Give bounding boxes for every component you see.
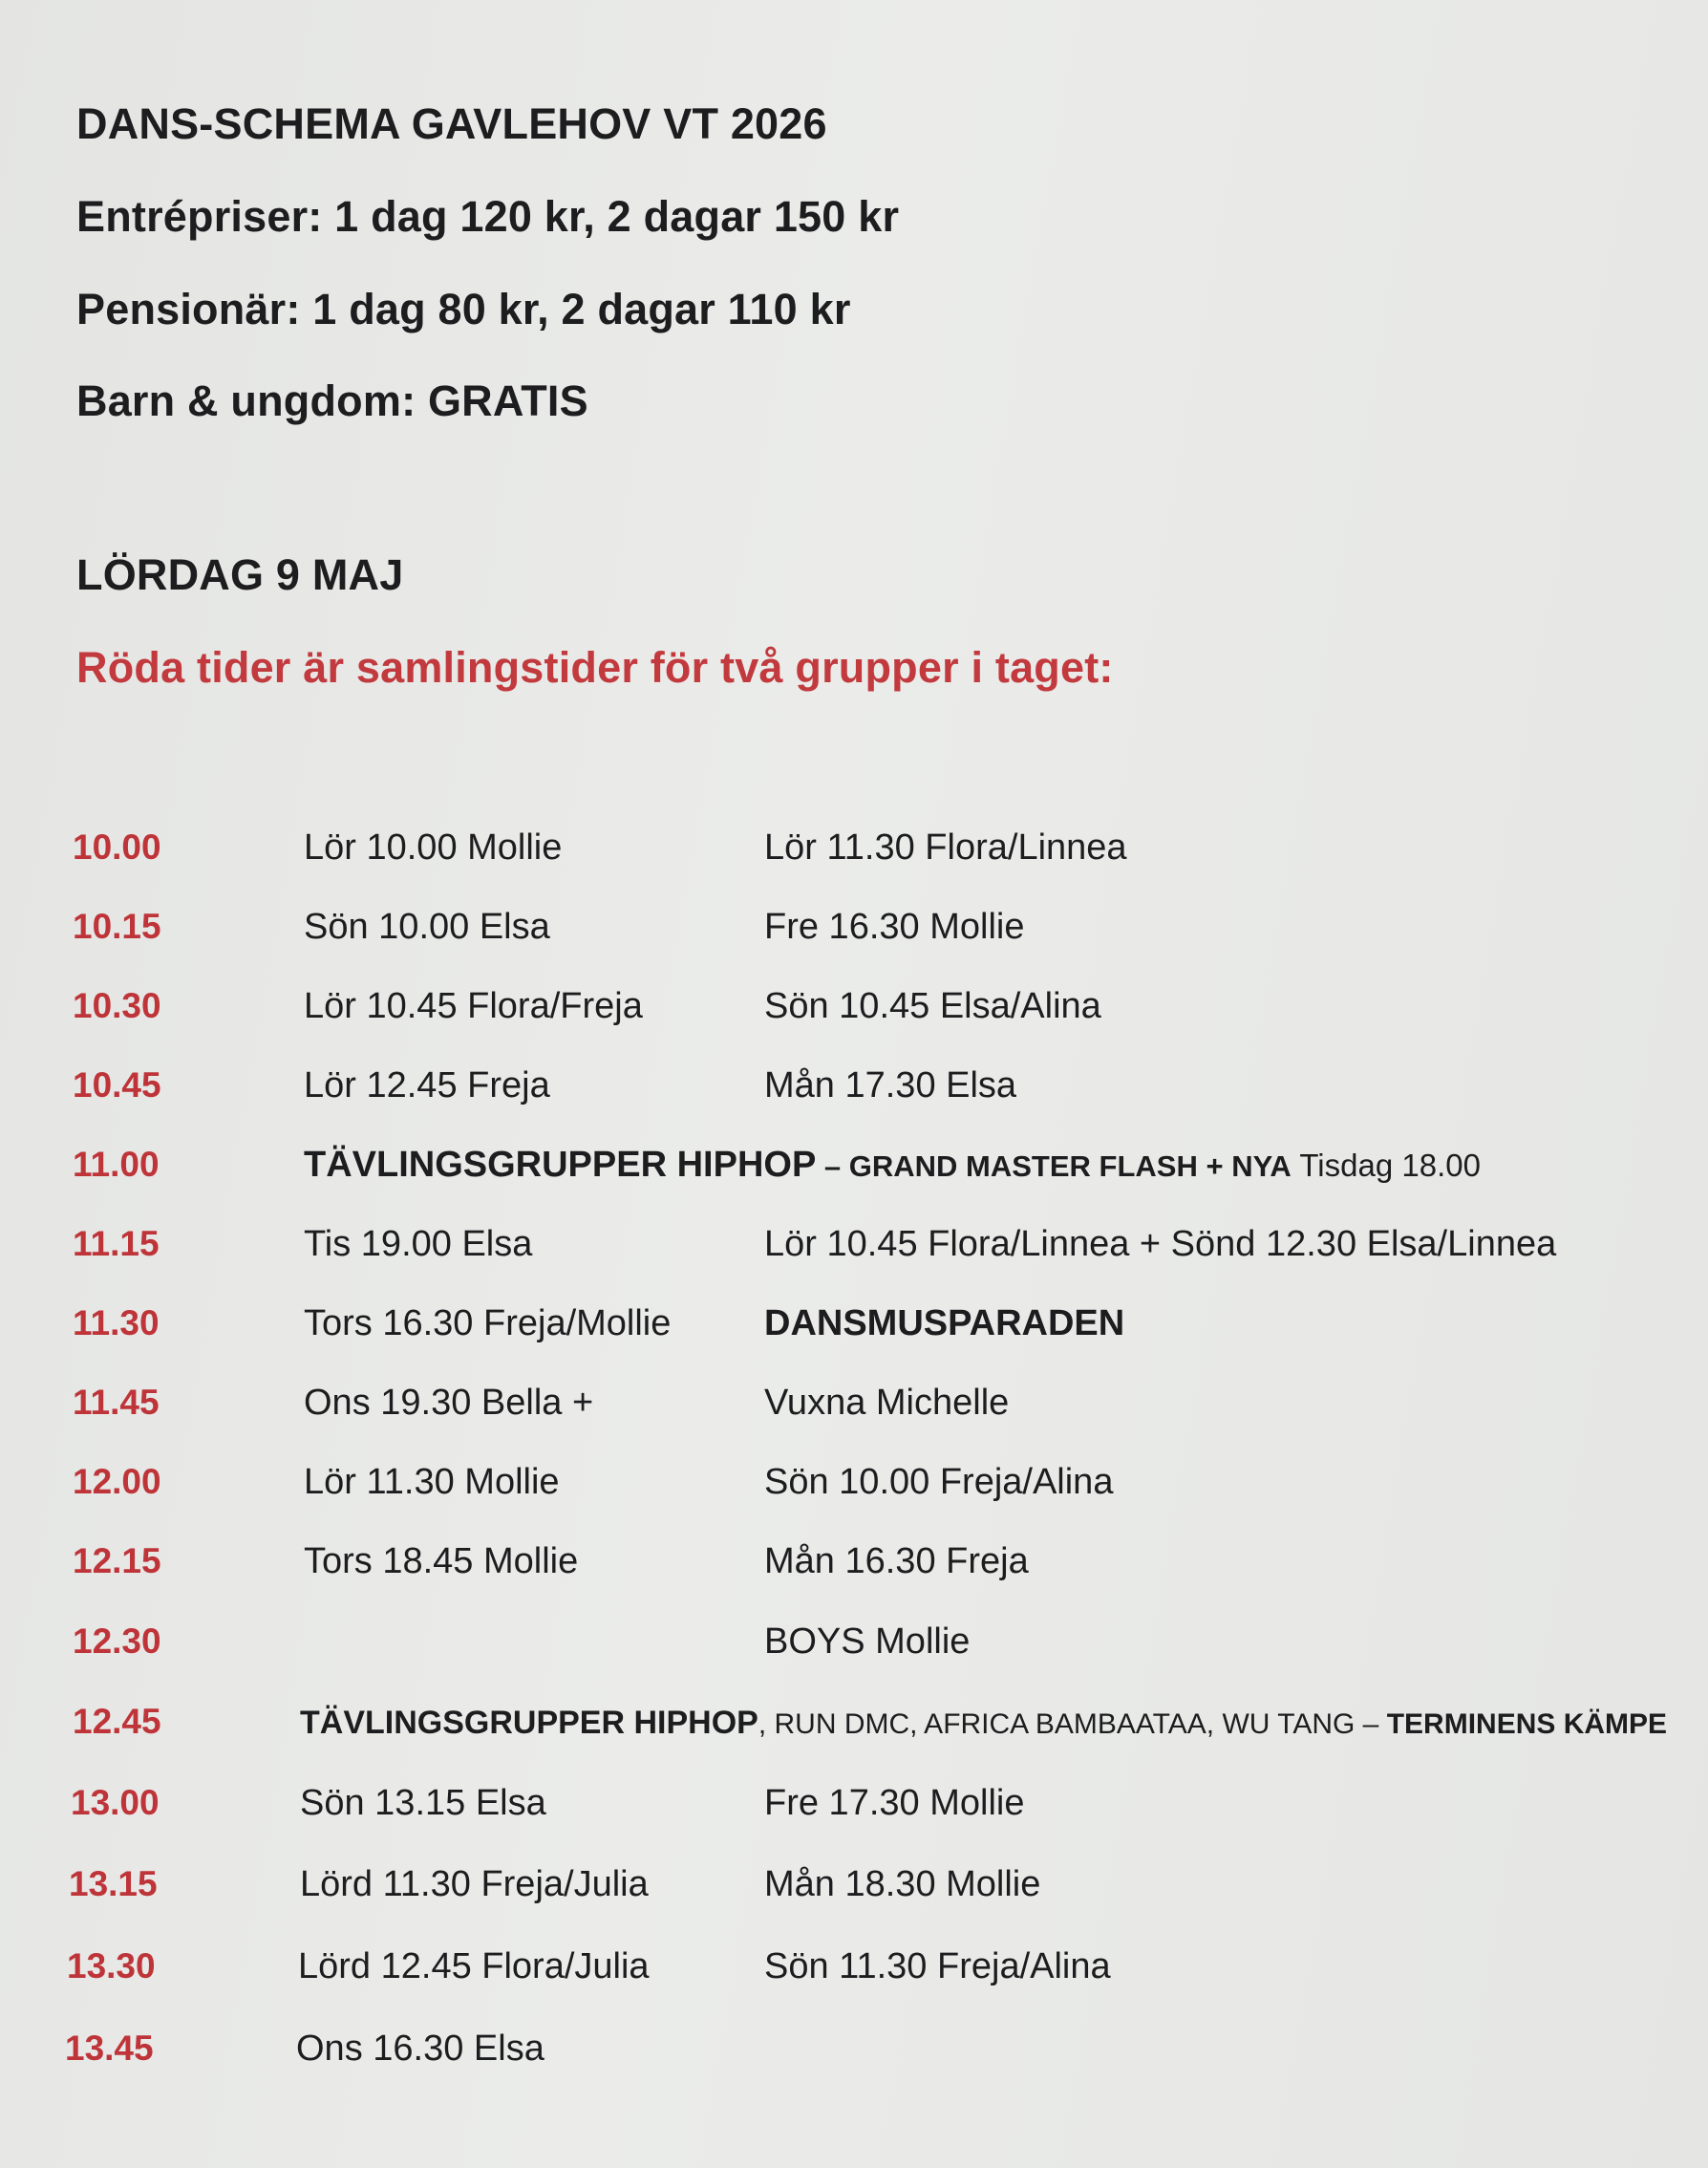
schedule-row xyxy=(0,1864,1708,1921)
row-group-2: Lör 11.30 Flora/Linnea xyxy=(764,827,1127,868)
row-time: 10.00 xyxy=(73,827,161,867)
row-full-text xyxy=(300,1702,1667,1743)
schedule-row xyxy=(0,907,1708,964)
row-full-part-1: TÄVLINGSGRUPPER HIPHOP xyxy=(304,1145,817,1185)
row-group-1: Ons 16.30 Elsa xyxy=(296,2028,544,2069)
row-full-part-1: TÄVLINGSGRUPPER HIPHOP xyxy=(300,1705,758,1741)
row-group-2: Mån 16.30 Freja xyxy=(764,1541,1029,1581)
row-time: 11.00 xyxy=(73,1145,160,1184)
row-full-part-2: – GRAND MASTER FLASH + NYA xyxy=(816,1149,1292,1183)
row-time: 10.30 xyxy=(73,986,161,1025)
page-title: DANS-SCHEMA GAVLEHOV VT 2026 xyxy=(76,99,827,148)
schedule-row xyxy=(0,1224,1708,1281)
row-time: 10.45 xyxy=(73,1065,161,1105)
row-time: 11.45 xyxy=(73,1383,160,1422)
row-group-2: Mån 17.30 Elsa xyxy=(764,1065,1017,1105)
schedule-row xyxy=(0,827,1708,885)
schedule-row xyxy=(0,2028,1708,2086)
row-time: 10.15 xyxy=(73,907,161,946)
row-group-1: Tis 19.00 Elsa xyxy=(304,1224,533,1264)
schedule-row xyxy=(0,1462,1708,1519)
row-group-2: Lör 10.45 Flora/Linnea + Sönd 12.30 Elsa/Linnea xyxy=(764,1224,1557,1264)
row-group-1: Sön 13.15 Elsa xyxy=(300,1783,546,1823)
row-group-2: Fre 16.30 Mollie xyxy=(764,907,1025,947)
row-full-part-3: Tisdag 18.00 xyxy=(1291,1148,1481,1183)
schedule-row-full xyxy=(0,1145,1708,1202)
row-group-1: Lörd 11.30 Freja/Julia xyxy=(300,1864,649,1904)
row-group-1: Sön 10.00 Elsa xyxy=(304,907,550,947)
row-group-1: Ons 19.30 Bella + xyxy=(304,1383,594,1423)
row-full-text xyxy=(304,1145,1481,1186)
row-group-1: Lör 11.30 Mollie xyxy=(304,1462,560,1502)
schedule-row xyxy=(0,1783,1708,1840)
row-group-1: Tors 18.45 Mollie xyxy=(304,1541,579,1581)
row-group-2: Fre 17.30 Mollie xyxy=(764,1783,1025,1823)
row-time: 13.30 xyxy=(67,1946,156,1986)
row-group-2: Sön 11.30 Freja/Alina xyxy=(764,1946,1111,1986)
row-group-2: Mån 18.30 Mollie xyxy=(764,1864,1041,1904)
schedule-row-full xyxy=(0,1702,1708,1759)
row-full-part-3: TERMINENS KÄMPE xyxy=(1378,1708,1668,1740)
row-group-1: Lör 10.00 Mollie xyxy=(304,827,563,868)
row-time: 12.30 xyxy=(73,1621,161,1661)
row-time: 12.00 xyxy=(73,1462,161,1501)
row-full-part-2: , RUN DMC, AFRICA BAMBAATAA, WU TANG – xyxy=(758,1708,1379,1740)
row-time: 12.45 xyxy=(73,1702,161,1741)
senior-prices: Pensionär: 1 dag 80 kr, 2 dagar 110 kr xyxy=(76,285,851,333)
entry-prices: Entrépriser: 1 dag 120 kr, 2 dagar 150 kr xyxy=(76,192,900,241)
row-group-2: DANSMUSPARADEN xyxy=(764,1303,1125,1343)
schedule-row xyxy=(0,1383,1708,1440)
youth-prices: Barn & ungdom: GRATIS xyxy=(76,376,588,425)
row-group-1: Lör 12.45 Freja xyxy=(304,1065,550,1105)
row-time: 11.15 xyxy=(73,1224,160,1263)
row-time: 13.15 xyxy=(69,1864,158,1903)
schedule-row xyxy=(0,986,1708,1043)
row-time: 13.00 xyxy=(71,1783,160,1822)
schedule-row xyxy=(0,1946,1708,2004)
schedule-row xyxy=(0,1303,1708,1361)
row-time: 12.15 xyxy=(73,1541,161,1580)
row-group-1: Tors 16.30 Freja/Mollie xyxy=(304,1303,672,1343)
day-title: LÖRDAG 9 MAJ xyxy=(76,550,404,599)
schedule-row xyxy=(0,1541,1708,1599)
row-group-2: Sön 10.45 Elsa/Alina xyxy=(764,986,1101,1026)
row-group-2: Sön 10.00 Freja/Alina xyxy=(764,1462,1114,1502)
row-group-2: Vuxna Michelle xyxy=(764,1383,1010,1423)
row-group-2: BOYS Mollie xyxy=(764,1621,971,1662)
row-group-1: Lör 10.45 Flora/Freja xyxy=(304,986,643,1026)
row-time: 13.45 xyxy=(65,2028,154,2068)
row-time: 11.30 xyxy=(73,1303,160,1342)
schedule-row xyxy=(0,1065,1708,1123)
row-group-1: Lörd 12.45 Flora/Julia xyxy=(298,1946,650,1986)
schedule-note: Röda tider är samlingstider för två grupper i taget: xyxy=(76,643,1114,692)
schedule-row xyxy=(0,1621,1708,1679)
